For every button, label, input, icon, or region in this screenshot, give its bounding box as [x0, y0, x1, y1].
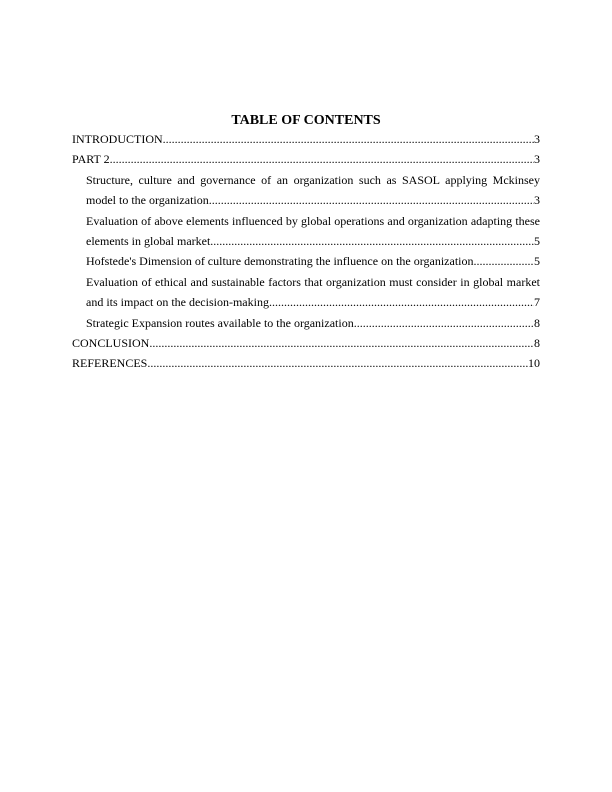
toc-entry-line	[86, 292, 540, 312]
toc-entry-introduction[interactable]	[72, 129, 540, 149]
toc-entry-line	[72, 129, 540, 149]
toc-page-number: 3	[534, 193, 540, 208]
toc-entry-text: Hofstede's Dimension of culture demonstrating the influence on the organization	[86, 254, 474, 269]
toc-entry-line	[86, 190, 540, 210]
toc-entry-hofstede-dimension[interactable]	[72, 251, 540, 271]
toc-page-number: 3	[534, 152, 540, 167]
toc-title: TABLE OF CONTENTS	[231, 113, 381, 128]
toc-page-number: 8	[534, 315, 540, 330]
toc-entry-structure-culture-governance[interactable]	[72, 170, 540, 211]
toc-entry-evaluation-global-operations[interactable]	[72, 211, 540, 252]
toc-entry-text: REFERENCES	[72, 356, 148, 371]
toc-entry-text: model to the organization	[86, 193, 209, 208]
dot-leader	[474, 251, 534, 271]
toc-entry-line	[72, 149, 540, 169]
toc-list	[72, 129, 540, 374]
dot-leader	[110, 149, 534, 169]
toc-entry-strategic-expansion-routes[interactable]	[72, 313, 540, 333]
toc-entry-conclusion[interactable]	[72, 333, 540, 353]
dot-leader	[209, 190, 534, 210]
dot-leader	[163, 129, 534, 149]
dot-leader	[269, 292, 534, 312]
toc-entry-text: CONCLUSION	[72, 336, 150, 351]
toc-page-number: 5	[534, 254, 540, 269]
toc-page-number: 3	[534, 132, 540, 146]
toc-page-number: 5	[534, 234, 540, 249]
toc-entry-line	[72, 333, 540, 353]
toc-entry-first-line: Structure, culture and governance of an organization such as SASOL applying Mckinsey	[86, 172, 540, 187]
toc-entry-ethical-sustainable-factors[interactable]	[72, 272, 540, 313]
toc-entry-text: INTRODUCTION	[72, 132, 163, 146]
toc-page-number: 7	[534, 295, 540, 310]
toc-entry-references[interactable]	[72, 353, 540, 373]
toc-entry-first-line: Evaluation of above elements influenced by global operations and organization adapting these	[86, 213, 540, 228]
toc-entry-text: Strategic Expansion routes available to the organization	[86, 315, 354, 330]
toc-entry-part-2[interactable]	[72, 149, 540, 169]
dot-leader	[210, 231, 534, 251]
toc-entry-line	[86, 313, 540, 333]
toc-page-number: 8	[534, 336, 540, 351]
toc-entry-line	[86, 251, 540, 271]
toc-entry-line	[86, 231, 540, 251]
toc-entry-first-line: Evaluation of ethical and sustainable factors that organization must consider in global market	[86, 274, 540, 289]
toc-page-number: 10	[528, 356, 540, 371]
toc-entry-line	[72, 353, 540, 373]
toc-entry-text: and its impact on the decision-making	[86, 295, 269, 310]
dot-leader	[149, 333, 534, 353]
toc-entry-text: PART 2	[72, 152, 110, 167]
dot-leader	[147, 353, 528, 373]
dot-leader	[354, 313, 534, 333]
toc-entry-text: elements in global market	[86, 234, 211, 249]
